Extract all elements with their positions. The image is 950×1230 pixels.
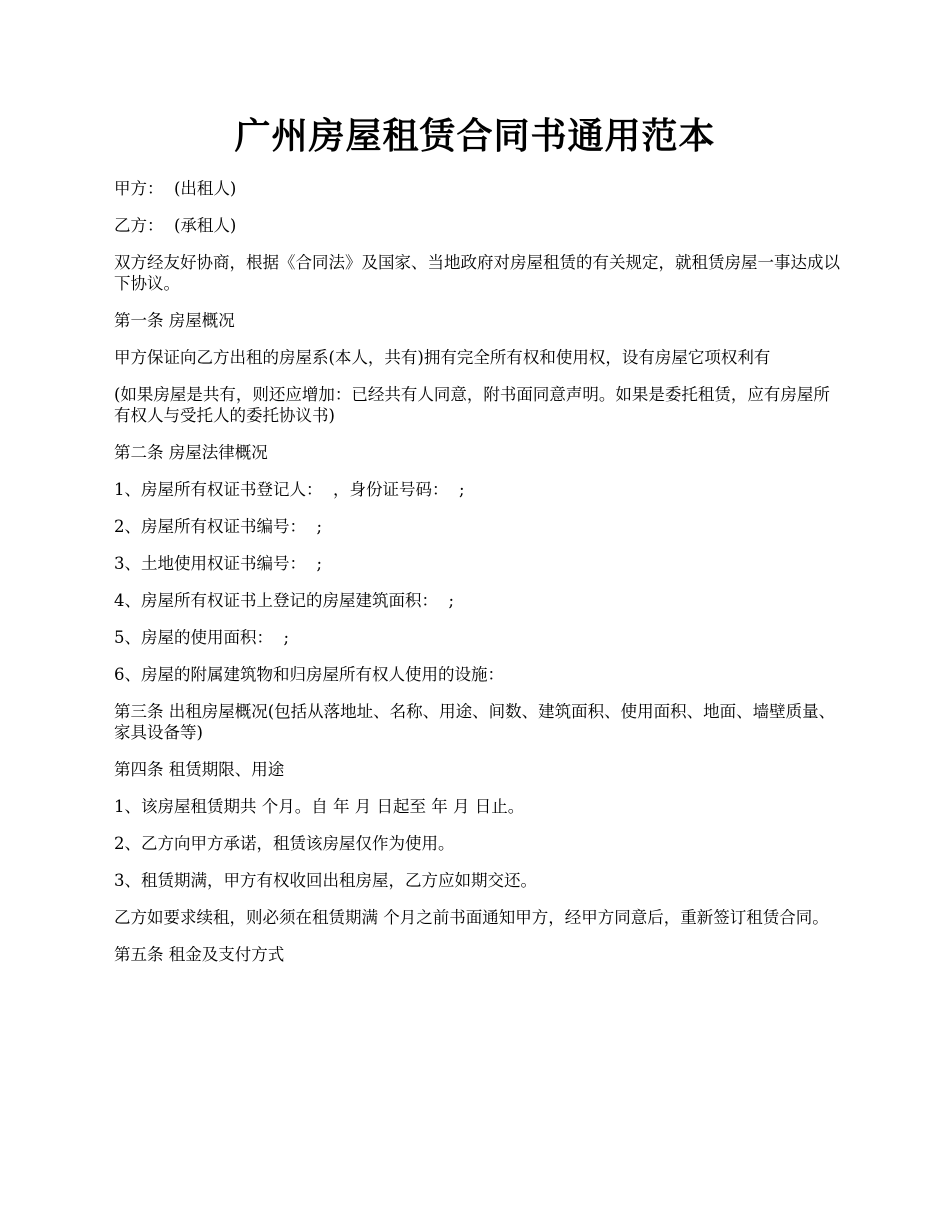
- article-2-item-4: 4、房屋所有权证书上登记的房屋建筑面积： ;: [114, 591, 455, 610]
- article-2-item-1: 1、房屋所有权证书登记人： ，身份证号码： ;: [114, 480, 465, 499]
- article-4-item-2: 2、乙方向甲方承诺，租赁该房屋仅作为使用。: [114, 834, 455, 853]
- preamble-paragraph: 双方经友好协商，根据《合同法》及国家、当地政府对房屋租赁的有关规定，就租赁房屋一事达成以下协议。: [114, 253, 840, 293]
- article-2-item-6: 6、房屋的附属建筑物和归房屋所有权人使用的设施：: [114, 665, 504, 684]
- article-1-heading: 第一条 房屋概况: [114, 311, 235, 330]
- article-2-item-2: 2、房屋所有权证书编号： ;: [114, 517, 323, 536]
- article-3-heading: 第三条 出租房屋概况(包括从落地址、名称、用途、间数、建筑面积、使用面积、地面、墙壁质量、家具设备等): [114, 702, 836, 742]
- article-5-heading: 第五条 租金及支付方式: [114, 945, 285, 964]
- article-1-paragraph: 甲方保证向乙方出租的房屋系(本人，共有)拥有完全所有权和使用权，设有房屋它项权利有: [114, 348, 771, 367]
- article-4-item-1: 1、该房屋租赁期共 个月。自 年 月 日起至 年 月 日止。: [114, 797, 525, 816]
- party-a-line: 甲方： (出租人): [114, 179, 237, 198]
- article-2-item-5: 5、房屋的使用面积： ;: [114, 628, 290, 647]
- party-b-line: 乙方： (承租人): [114, 216, 237, 235]
- article-4-item-3: 3、租赁期满，甲方有权收回出租房屋，乙方应如期交还。: [114, 871, 537, 890]
- article-4-renewal-paragraph: 乙方如要求续租，则必须在租赁期满 个月之前书面通知甲方，经甲方同意后，重新签订租赁合同。: [114, 908, 829, 927]
- article-2-heading: 第二条 房屋法律概况: [114, 443, 268, 462]
- document-body: [114, 178, 844, 981]
- article-2-item-3: 3、土地使用权证书编号： ;: [114, 554, 323, 573]
- article-4-heading: 第四条 租赁期限、用途: [114, 760, 285, 779]
- article-1-note: (如果房屋是共有，则还应增加：已经共有人同意，附书面同意声明。如果是委托租赁，应有房屋所有权人与受托人的委托协议书): [114, 385, 830, 425]
- document-title: 广州房屋租赁合同书通用范本: [234, 115, 716, 157]
